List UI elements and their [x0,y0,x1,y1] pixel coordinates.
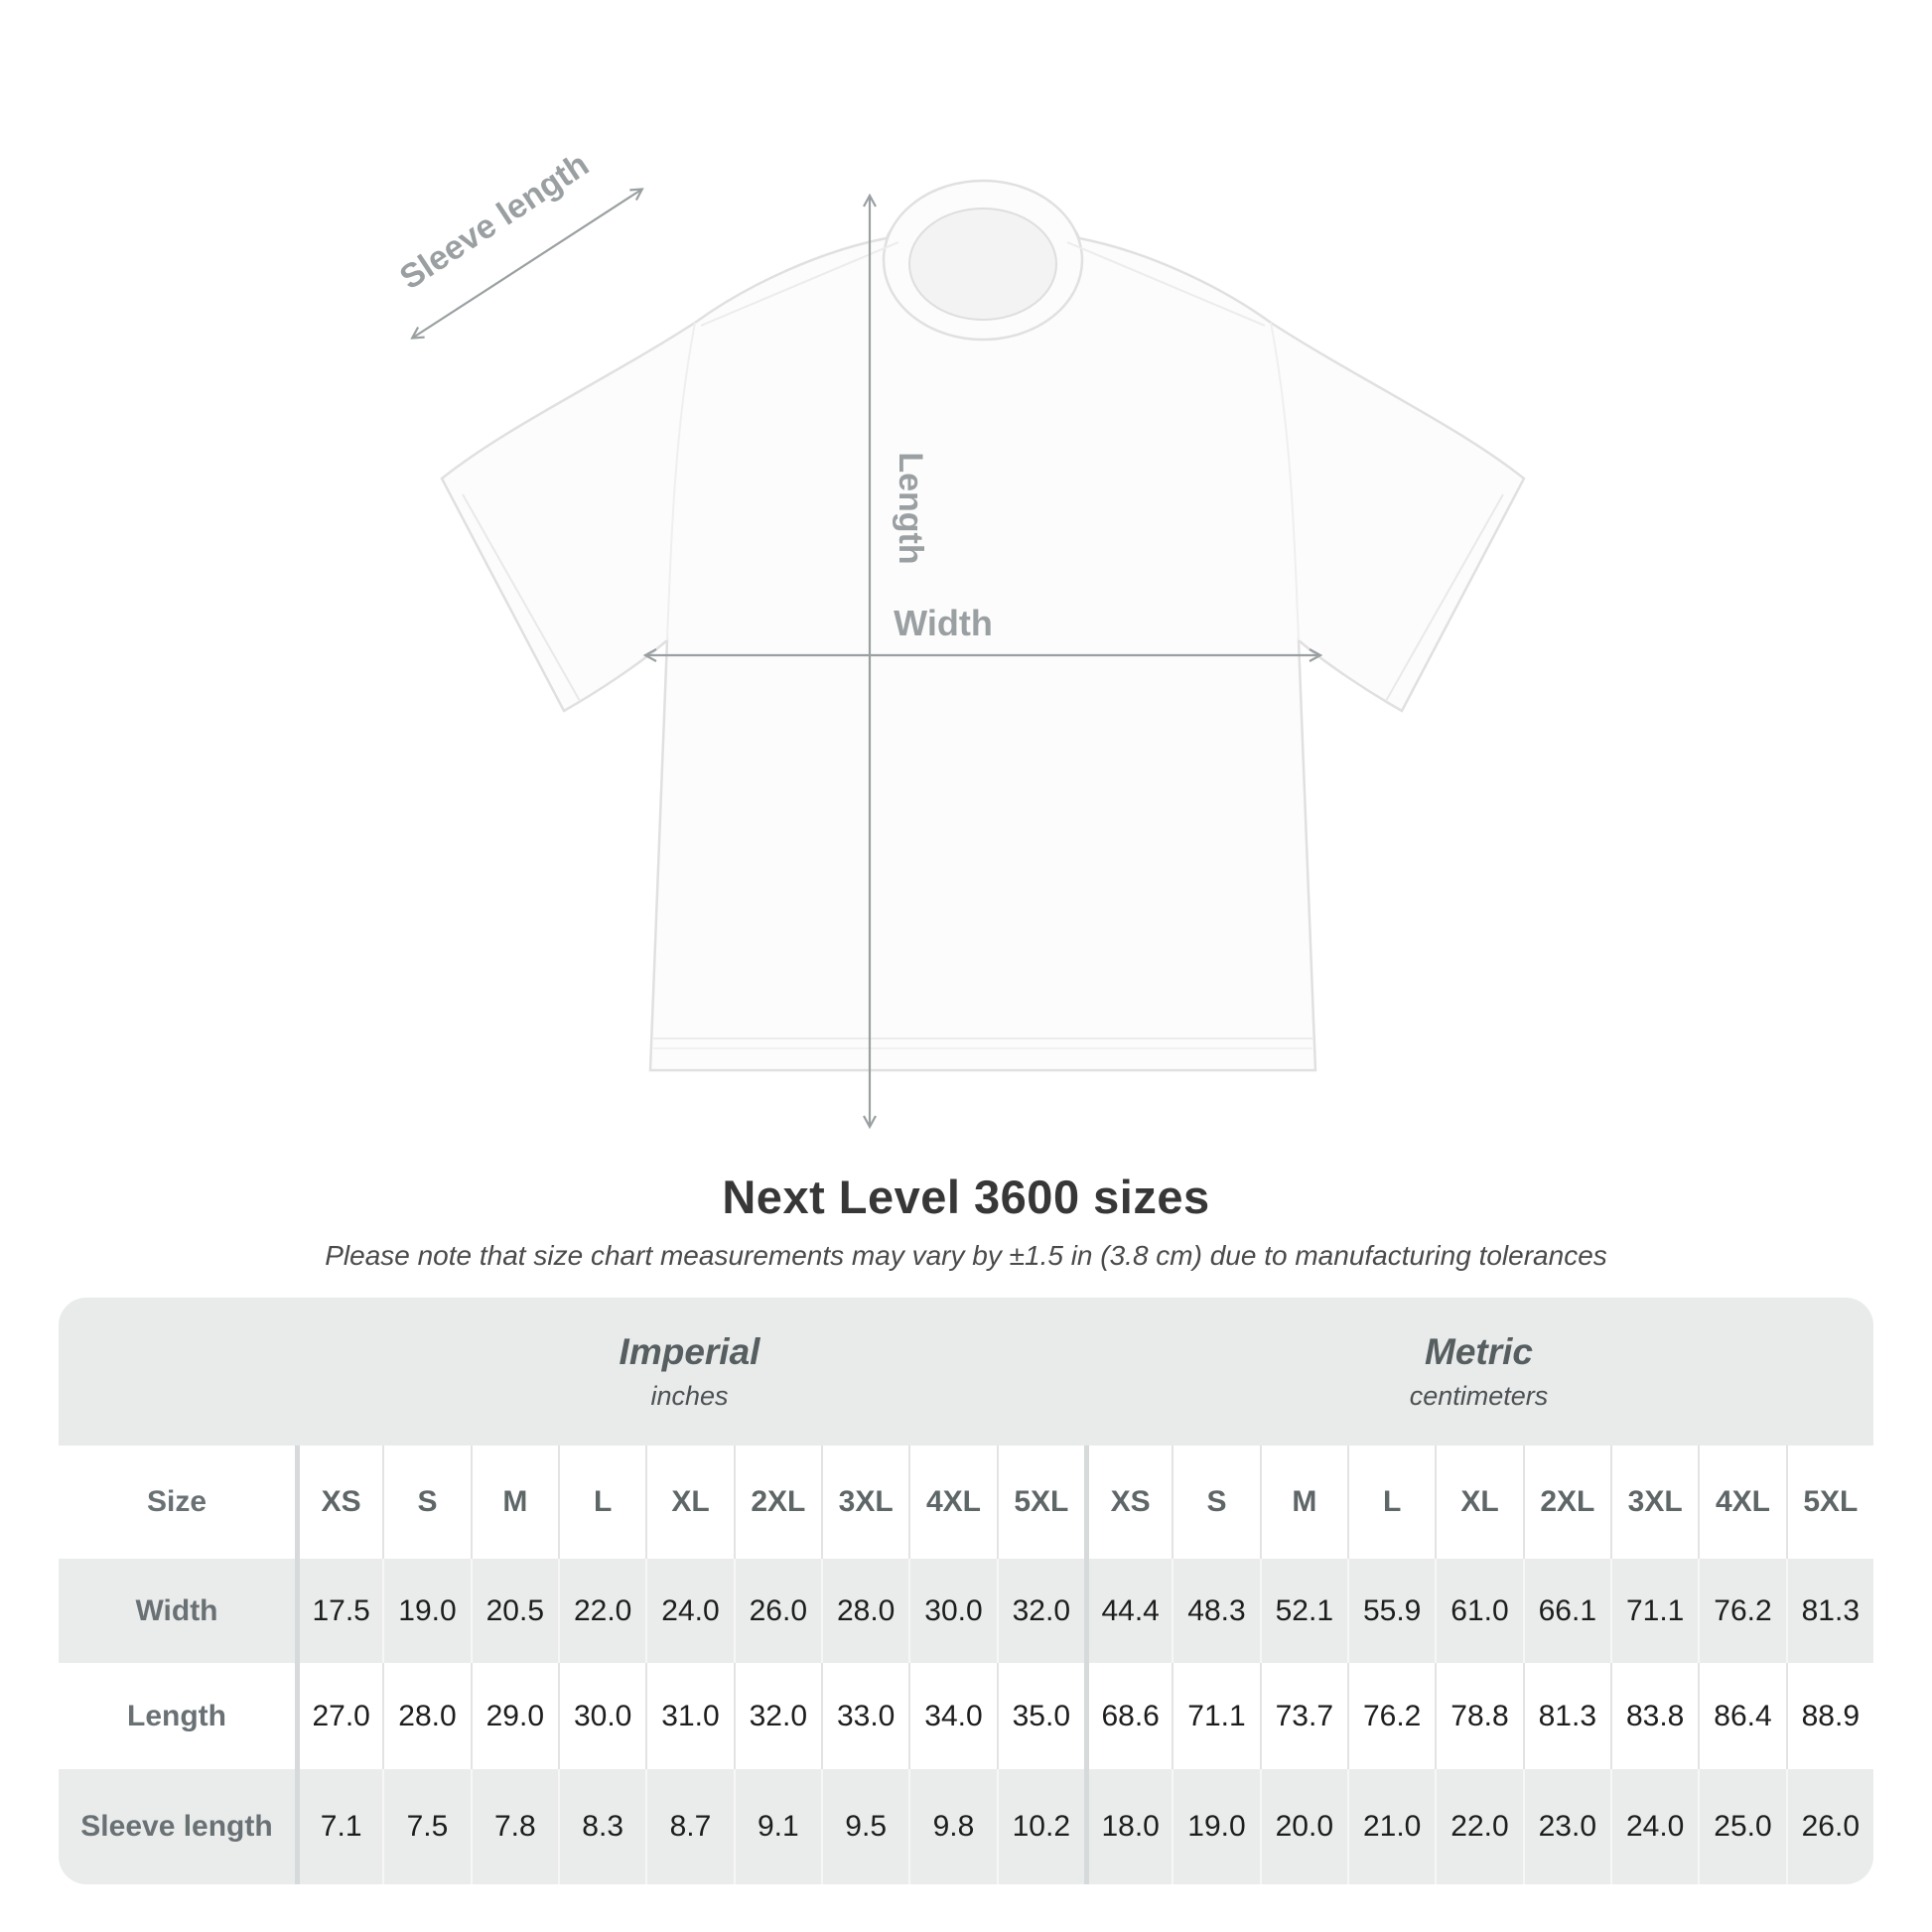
length-value: 83.8 [1610,1663,1698,1769]
length-value: 29.0 [471,1663,558,1769]
metric-group-header [1084,1298,1873,1446]
size-col-header: XL [1435,1446,1522,1559]
length-row [59,1663,1873,1769]
size-table [59,1298,1873,1884]
width-value: 61.0 [1435,1559,1522,1663]
sleeve-value: 10.2 [997,1769,1084,1884]
metric-title: Metric [1425,1331,1533,1372]
size-col-header: 5XL [1786,1446,1873,1559]
size-col-header: 4XL [908,1446,996,1559]
width-value: 48.3 [1172,1559,1259,1663]
sleeve-value: 23.0 [1523,1769,1610,1884]
size-col-header: 3XL [821,1446,908,1559]
sleeve-value: 9.5 [821,1769,908,1884]
width-value: 81.3 [1786,1559,1873,1663]
sleeve-value: 19.0 [1172,1769,1259,1884]
length-value: 86.4 [1698,1663,1785,1769]
sleeve-value: 18.0 [1084,1769,1172,1884]
width-value: 55.9 [1347,1559,1435,1663]
width-value: 66.1 [1523,1559,1610,1663]
size-col-header: 2XL [734,1446,821,1559]
width-value: 71.1 [1610,1559,1698,1663]
width-row [59,1559,1873,1663]
width-value: 22.0 [558,1559,645,1663]
length-value: 76.2 [1347,1663,1435,1769]
imperial-unit: inches [650,1381,729,1411]
length-value: 73.7 [1260,1663,1347,1769]
width-value: 44.4 [1084,1559,1172,1663]
size-col-header: 5XL [997,1446,1084,1559]
size-col-header: XS [1084,1446,1172,1559]
width-value: 20.5 [471,1559,558,1663]
size-col-header: L [558,1446,645,1559]
sleeve-length-label: Sleeve length [393,145,596,298]
length-value: 31.0 [645,1663,733,1769]
size-header-row [59,1446,1873,1559]
row-label: Sleeve length [80,1810,273,1843]
width-value: 19.0 [382,1559,470,1663]
size-header-cell: Size [146,1485,207,1518]
size-col-header: L [1347,1446,1435,1559]
sleeve-value: 20.0 [1260,1769,1347,1884]
length-value: 28.0 [382,1663,470,1769]
sleeve-value: 22.0 [1435,1769,1522,1884]
collar-inner [909,208,1056,320]
length-value: 33.0 [821,1663,908,1769]
sleeve-value: 9.8 [908,1769,996,1884]
width-value: 28.0 [821,1559,908,1663]
length-value: 88.9 [1786,1663,1873,1769]
size-col-header: S [382,1446,470,1559]
size-col-header: 2XL [1523,1446,1610,1559]
size-col-header: 4XL [1698,1446,1785,1559]
size-col-header: XL [645,1446,733,1559]
metric-unit: centimeters [1409,1381,1549,1411]
width-value: 26.0 [734,1559,821,1663]
size-col-header: M [471,1446,558,1559]
length-value: 78.8 [1435,1663,1522,1769]
sleeve-value: 7.8 [471,1769,558,1884]
imperial-group-header [295,1298,1084,1446]
length-value: 35.0 [997,1663,1084,1769]
width-value: 30.0 [908,1559,996,1663]
sleeve-value: 7.5 [382,1769,470,1884]
width-value: 24.0 [645,1559,733,1663]
sleeve-value: 8.7 [645,1769,733,1884]
size-col-header: 3XL [1610,1446,1698,1559]
unit-band [59,1298,1873,1446]
row-label: Length [127,1699,226,1732]
sleeve-value: 7.1 [295,1769,382,1884]
heading-block [0,1170,1932,1272]
width-value: 32.0 [997,1559,1084,1663]
length-value: 27.0 [295,1663,382,1769]
width-value: 76.2 [1698,1559,1785,1663]
width-value: 17.5 [295,1559,382,1663]
length-value: 30.0 [558,1663,645,1769]
tolerance-note: Please note that size chart measurements may vary by ±1.5 in (3.8 cm) due to manufacturing tolerances [325,1240,1607,1271]
sleeve-value: 24.0 [1610,1769,1698,1884]
row-label: Width [135,1593,218,1627]
sleeve-value: 21.0 [1347,1769,1435,1884]
size-col-header: XS [295,1446,382,1559]
size-col-header: M [1260,1446,1347,1559]
sleeve-value: 26.0 [1786,1769,1873,1884]
length-value: 71.1 [1172,1663,1259,1769]
width-value: 52.1 [1260,1559,1347,1663]
sleeve-length-row [59,1769,1873,1884]
page-title: Next Level 3600 sizes [722,1171,1210,1223]
length-value: 34.0 [908,1663,996,1769]
length-value: 32.0 [734,1663,821,1769]
size-col-header: S [1172,1446,1259,1559]
sleeve-value: 9.1 [734,1769,821,1884]
sleeve-value: 25.0 [1698,1769,1785,1884]
length-value: 81.3 [1523,1663,1610,1769]
width-label: Width [894,603,993,643]
length-value: 68.6 [1084,1663,1172,1769]
length-label: Length [892,452,929,565]
imperial-title: Imperial [619,1331,760,1372]
sleeve-value: 8.3 [558,1769,645,1884]
